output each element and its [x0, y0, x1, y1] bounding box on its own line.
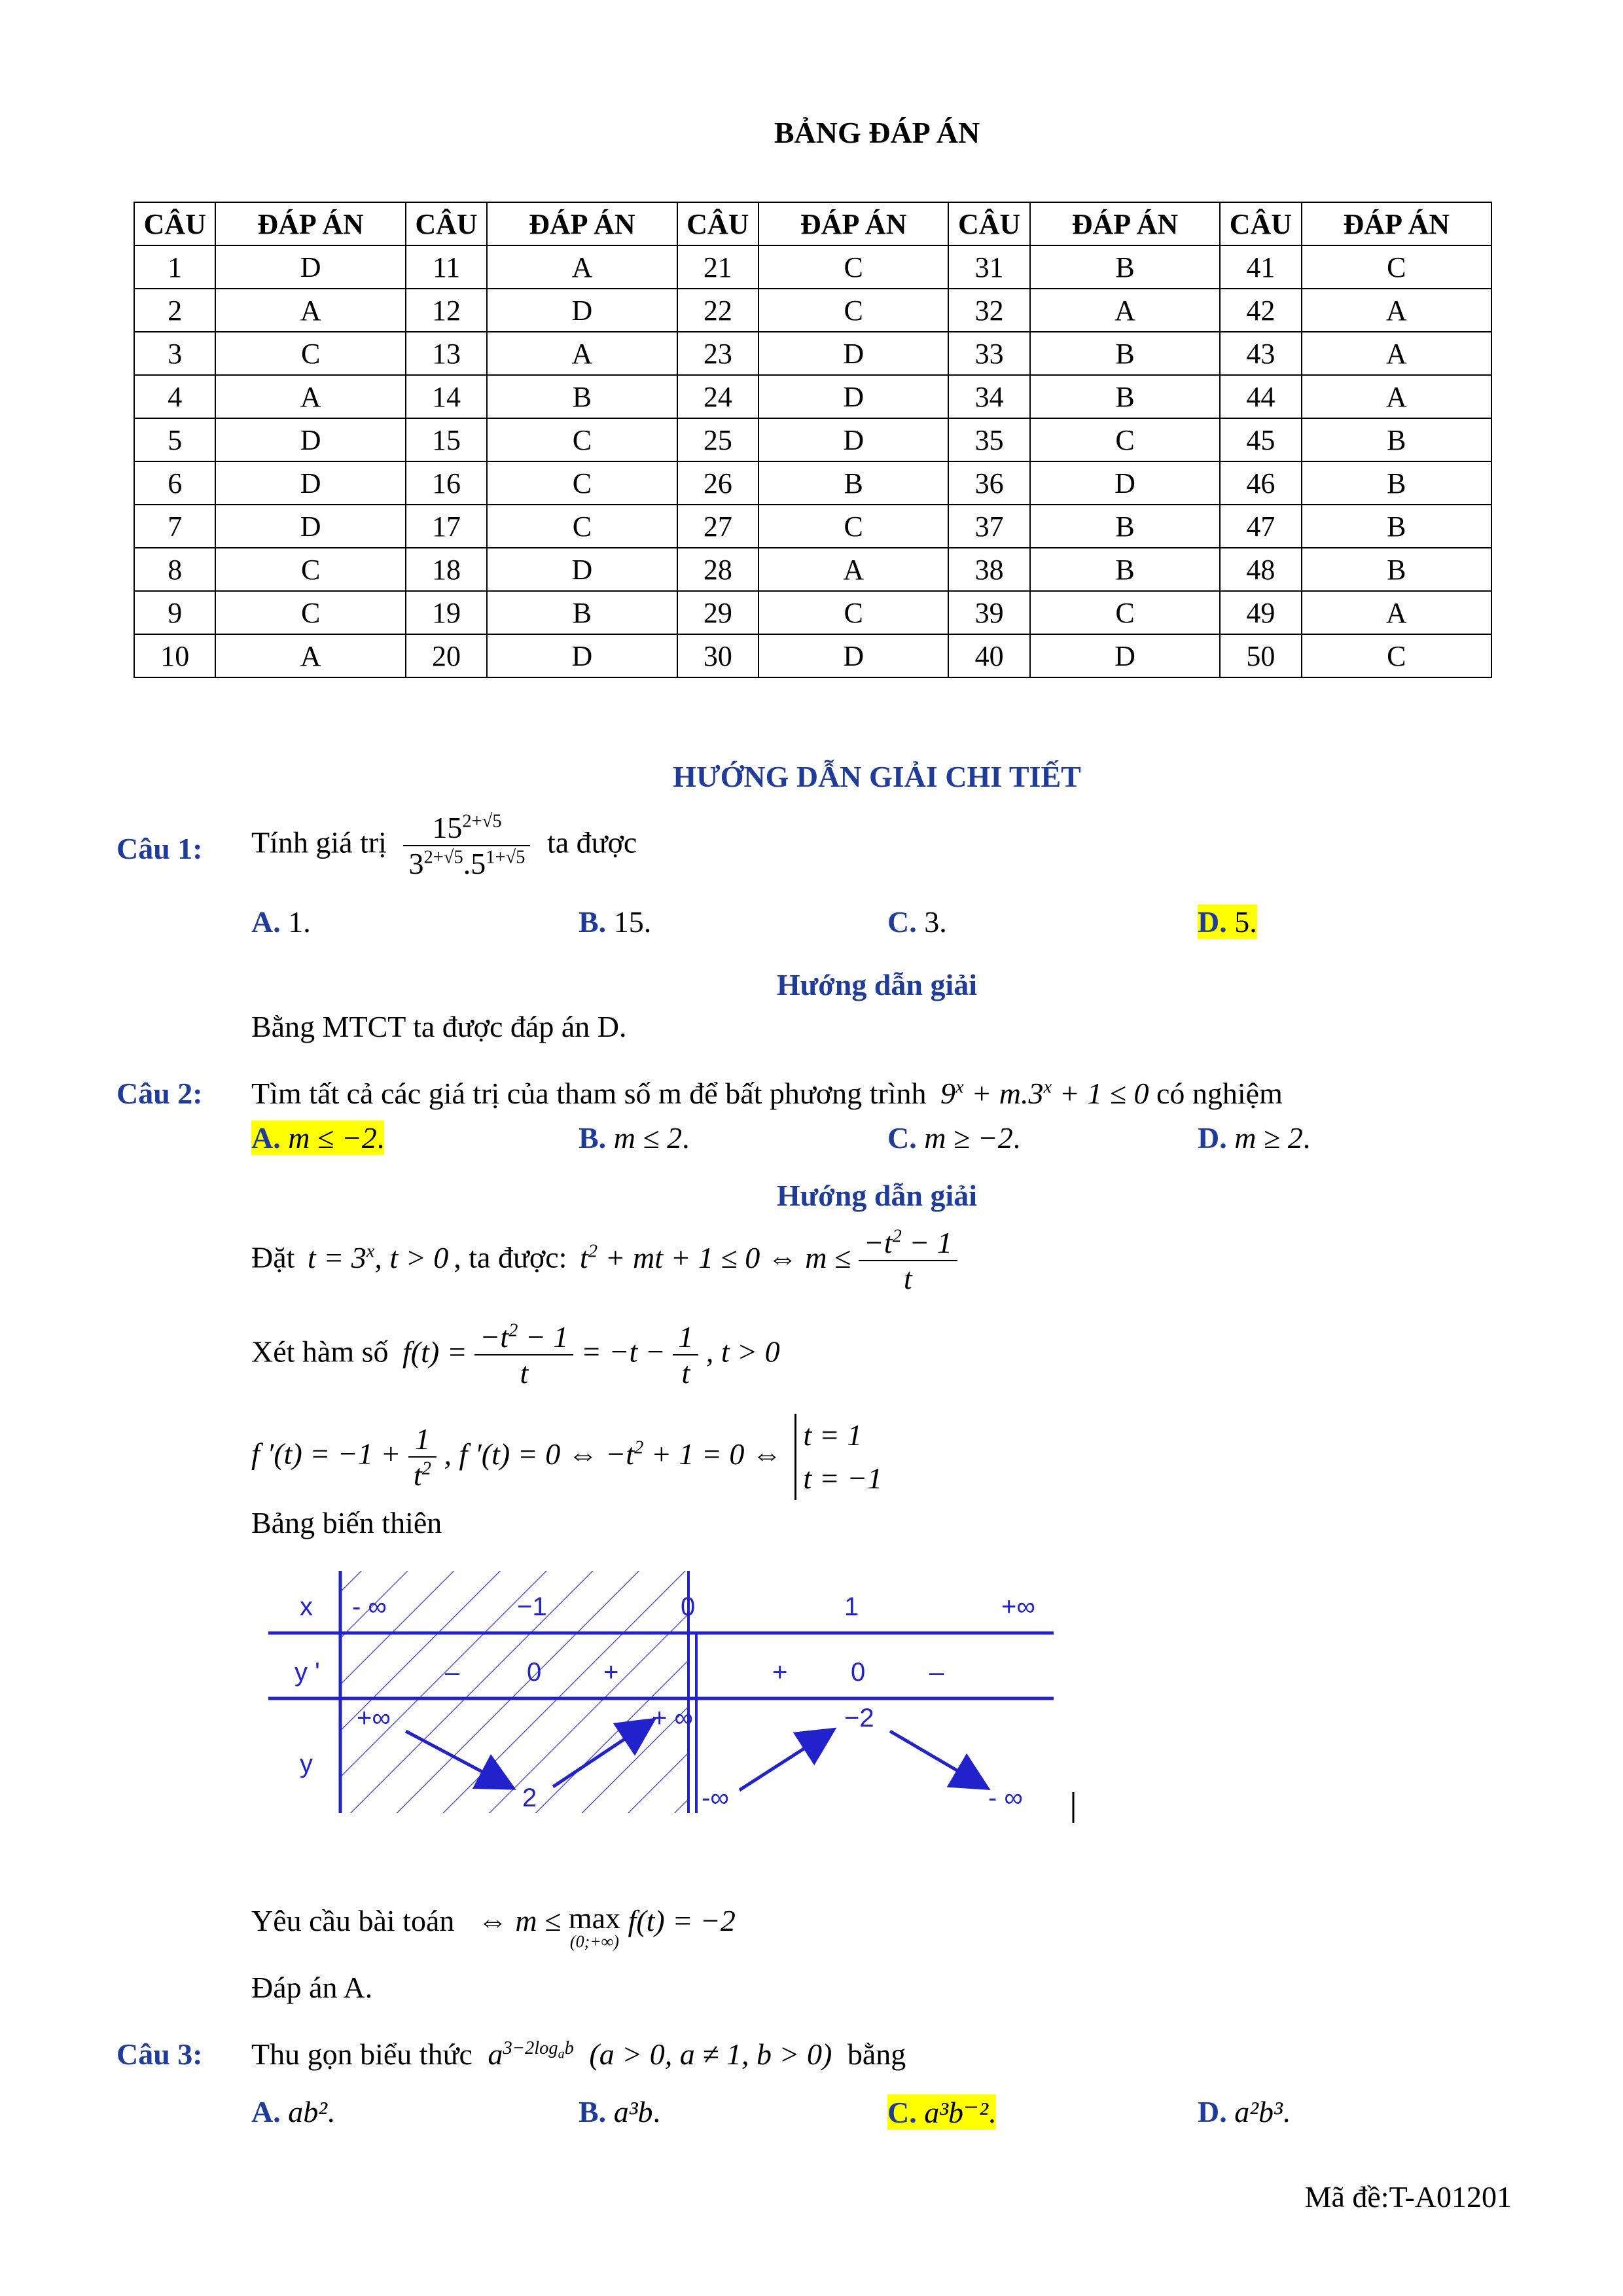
answer-cell: C [487, 505, 677, 548]
var-sign-4: + [772, 1658, 788, 1687]
question-number-cell: 12 [406, 289, 487, 332]
table-header-cell: ĐÁP ÁN [487, 202, 677, 245]
question-number-cell: 32 [948, 289, 1029, 332]
hatch-region-middle [473, 1571, 688, 1813]
question-number-cell: 5 [134, 418, 215, 461]
answer-cell: D [758, 332, 948, 375]
question-number-cell: 30 [677, 634, 758, 677]
var-y-5: −2 [844, 1704, 874, 1732]
answer-cell: C [215, 332, 405, 375]
answer-cell: A [1030, 289, 1220, 332]
question-number-cell: 38 [948, 548, 1029, 591]
q1-fraction: $\frac{15^{2+√5}}{3^{2+√5}.5^{1+√5}}$ [403, 810, 530, 881]
answer-cell: C [758, 245, 948, 289]
question-number-cell: 45 [1220, 418, 1301, 461]
question-number-cell: 42 [1220, 289, 1301, 332]
answer-cell: C [215, 591, 405, 634]
q1-option-c: C. 3. [887, 905, 947, 939]
table-row [134, 289, 1491, 332]
var-sign-3: + [603, 1658, 619, 1687]
question-number-cell: 13 [406, 332, 487, 375]
var-x-neg-inf: - ∞ [352, 1592, 387, 1621]
q1-option-a: A. 1. [251, 905, 311, 939]
question-number-cell: 11 [406, 245, 487, 289]
q2-step1: Đặt $t = 3^x$, t > 0 , ta được: $t^2$ + mt + 1 ≤ 0 ⇔ m ≤ $\frac{-t^2 - 1}{t}$ [251, 1225, 957, 1296]
q3-option-b: B. a³b. [579, 2095, 660, 2128]
answer-cell: B [487, 591, 677, 634]
question-number-cell: 39 [948, 591, 1029, 634]
question-number-cell: 33 [948, 332, 1029, 375]
question-number-cell: 46 [1220, 461, 1301, 505]
table-header-cell: CÂU [948, 202, 1029, 245]
q1-label: Câu 1: [116, 832, 203, 865]
answer-cell: C [215, 548, 405, 591]
q2-option-b: B. m ≤ 2. [579, 1121, 690, 1155]
var-sign-6: – [929, 1658, 944, 1687]
var-row-label-yprime: y ' [294, 1658, 320, 1687]
question-number-cell: 25 [677, 418, 758, 461]
question-number-cell: 17 [406, 505, 487, 548]
q1-text-before: Tính giá trị [251, 825, 387, 859]
question-number-cell: 7 [134, 505, 215, 548]
question-number-cell: 40 [948, 634, 1029, 677]
answer-cell: A [487, 245, 677, 289]
answer-cell: A [758, 548, 948, 591]
question-number-cell: 47 [1220, 505, 1301, 548]
answer-cell: D [487, 289, 677, 332]
question-number-cell: 48 [1220, 548, 1301, 591]
section-title: HƯỚNG DẪN GIẢI CHI TIẾT [673, 760, 1081, 793]
answer-cell: D [1030, 634, 1220, 677]
var-y-3: + ∞ [652, 1704, 693, 1732]
answer-cell: B [1030, 375, 1220, 418]
answer-cell: B [1302, 505, 1491, 548]
table-row [134, 591, 1491, 634]
q3-option-d: D. a²b³. [1198, 2095, 1291, 2128]
table-row [134, 418, 1491, 461]
answer-cell: A [215, 375, 405, 418]
question-number-cell: 23 [677, 332, 758, 375]
q3-option-a: A. ab². [251, 2095, 335, 2128]
q2-variation-label: Bảng biến thiên [251, 1506, 442, 1539]
var-sign-2: 0 [527, 1658, 542, 1687]
answer-cell: D [758, 418, 948, 461]
var-x-one: 1 [844, 1592, 859, 1621]
answer-cell: A [1302, 332, 1491, 375]
question-number-cell: 29 [677, 591, 758, 634]
question-number-cell: 16 [406, 461, 487, 505]
answer-cell: D [1030, 461, 1220, 505]
answer-cell: C [487, 418, 677, 461]
question-number-cell: 24 [677, 375, 758, 418]
question-number-cell: 21 [677, 245, 758, 289]
var-y-4: -∞ [702, 1784, 729, 1812]
answer-cell: D [758, 634, 948, 677]
var-row-label-y: y [300, 1749, 313, 1778]
q2-answer: Đáp án A. [251, 1971, 373, 2004]
table-row [134, 332, 1491, 375]
question-number-cell: 43 [1220, 332, 1301, 375]
q1-solution: Bằng MTCT ta được đáp án D. [251, 1010, 627, 1043]
q2-solution-heading: Hướng dẫn giải [776, 1179, 978, 1212]
table-row [134, 245, 1491, 289]
question-number-cell: 6 [134, 461, 215, 505]
q2-step2: Xét hàm số f(t) = $\frac{-t^2 - 1}{t}$ = −t − $\frac{1}{t}$ , t > 0 [251, 1320, 780, 1390]
arrow-down-2 [890, 1731, 985, 1787]
answer-table-body [134, 245, 1491, 677]
q1-option-b: B. 15. [579, 905, 652, 939]
answer-cell: C [487, 461, 677, 505]
answer-table [134, 202, 1492, 678]
question-number-cell: 49 [1220, 591, 1301, 634]
answer-cell: B [758, 461, 948, 505]
question-number-cell: 9 [134, 591, 215, 634]
var-y-2: 2 [522, 1784, 537, 1812]
question-number-cell: 44 [1220, 375, 1301, 418]
question-number-cell: 37 [948, 505, 1029, 548]
table-row [134, 375, 1491, 418]
exam-code-footer: Mã đề:T-A01201 [1304, 2180, 1512, 2214]
question-number-cell: 34 [948, 375, 1029, 418]
q3-option-c: C. a³b⁻². [887, 2096, 996, 2129]
answer-cell: D [487, 634, 677, 677]
q2-requirement: Yêu cầu bài toán ⇔ m ≤ max (0;+∞) f(t) = −2 [251, 1901, 736, 1951]
question-number-cell: 3 [134, 332, 215, 375]
var-y-6: - ∞ [988, 1784, 1023, 1812]
answer-cell: A [1302, 375, 1491, 418]
table-header-cell: ĐÁP ÁN [1030, 202, 1220, 245]
q3-stem: Thu gọn biểu thức $a^{3-2log_ab}$ (a > 0, a ≠ 1, b > 0) bằng [251, 2037, 906, 2071]
q2-option-d: D. m ≥ 2. [1198, 1121, 1311, 1155]
q1-stem [251, 810, 637, 881]
table-header-cell: CÂU [677, 202, 758, 245]
q1-text-after: ta được [546, 825, 637, 859]
answer-cell: D [215, 505, 405, 548]
question-number-cell: 22 [677, 289, 758, 332]
question-number-cell: 41 [1220, 245, 1301, 289]
question-number-cell: 4 [134, 375, 215, 418]
answer-cell: B [1302, 418, 1491, 461]
var-x-neg-one: −1 [517, 1592, 547, 1621]
answer-cell: C [1302, 634, 1491, 677]
answer-cell: A [215, 289, 405, 332]
q2-label: Câu 2: [116, 1077, 203, 1110]
answer-cell: A [487, 332, 677, 375]
answer-cell: B [1030, 505, 1220, 548]
table-row [134, 634, 1491, 677]
question-number-cell: 1 [134, 245, 215, 289]
answer-cell: C [758, 505, 948, 548]
question-number-cell: 36 [948, 461, 1029, 505]
question-number-cell: 26 [677, 461, 758, 505]
answer-cell: A [215, 634, 405, 677]
answer-cell: D [758, 375, 948, 418]
question-number-cell: 19 [406, 591, 487, 634]
q1-option-d: D. 5. [1198, 905, 1257, 939]
question-number-cell: 14 [406, 375, 487, 418]
q1-solution-heading: Hướng dẫn giải [776, 968, 978, 1001]
answer-cell: D [215, 461, 405, 505]
answer-cell: B [1030, 332, 1220, 375]
var-sign-5: 0 [851, 1658, 866, 1687]
question-number-cell: 2 [134, 289, 215, 332]
answer-cell: B [487, 375, 677, 418]
answer-cell: C [1030, 591, 1220, 634]
var-sign-1: – [445, 1658, 460, 1687]
question-number-cell: 20 [406, 634, 487, 677]
answer-cell: B [1302, 548, 1491, 591]
var-x-zero: 0 [681, 1592, 696, 1621]
answer-cell: D [487, 548, 677, 591]
answer-cell: C [1302, 245, 1491, 289]
table-header-cell: ĐÁP ÁN [215, 202, 405, 245]
answer-cell: D [215, 245, 405, 289]
question-number-cell: 31 [948, 245, 1029, 289]
answer-cell: C [758, 591, 948, 634]
question-number-cell: 15 [406, 418, 487, 461]
question-number-cell: 35 [948, 418, 1029, 461]
answer-cell: D [215, 418, 405, 461]
table-row [134, 461, 1491, 505]
table-row [134, 505, 1491, 548]
table-header-cell: CÂU [1220, 202, 1301, 245]
question-number-cell: 28 [677, 548, 758, 591]
var-x-pos-inf: +∞ [1001, 1592, 1035, 1621]
answer-cell: C [1030, 418, 1220, 461]
table-row [134, 548, 1491, 591]
question-number-cell: 18 [406, 548, 487, 591]
table-header-cell: CÂU [134, 202, 215, 245]
table-header-cell: CÂU [406, 202, 487, 245]
answer-cell: B [1030, 245, 1220, 289]
var-y-1: +∞ [357, 1704, 391, 1732]
answer-cell: C [758, 289, 948, 332]
page-title: BẢNG ĐÁP ÁN [774, 116, 980, 149]
arrow-up-2 [740, 1731, 831, 1790]
q2-stem: Tìm tất cả các giá trị của tham số m để bất phương trình $9^x + m.3^x + 1 \le 0$ có nghiệm [251, 1077, 1283, 1110]
answer-cell: A [1302, 591, 1491, 634]
answer-table-header [134, 202, 1491, 245]
question-number-cell: 8 [134, 548, 215, 591]
table-header-cell: ĐÁP ÁN [1302, 202, 1491, 245]
table-header-cell: ĐÁP ÁN [758, 202, 948, 245]
question-number-cell: 50 [1220, 634, 1301, 677]
answer-cell: A [1302, 289, 1491, 332]
q3-label: Câu 3: [116, 2037, 203, 2071]
answer-cell: B [1030, 548, 1220, 591]
question-number-cell: 10 [134, 634, 215, 677]
q2-step3: f ′(t) = −1 + $\frac{1}{t^2}$ , f ′(t) = 0 ⇔ $-t^2 + 1 = 0$ ⇔ t = 1 t = −1 [251, 1414, 882, 1500]
answer-cell: B [1302, 461, 1491, 505]
variation-table [268, 1571, 1080, 1846]
q2-option-c: C. m ≥ −2. [887, 1121, 1021, 1155]
q2-option-a: A. m ≤ −2. [251, 1121, 385, 1155]
question-number-cell: 27 [677, 505, 758, 548]
var-row-label-x: x [300, 1592, 313, 1621]
